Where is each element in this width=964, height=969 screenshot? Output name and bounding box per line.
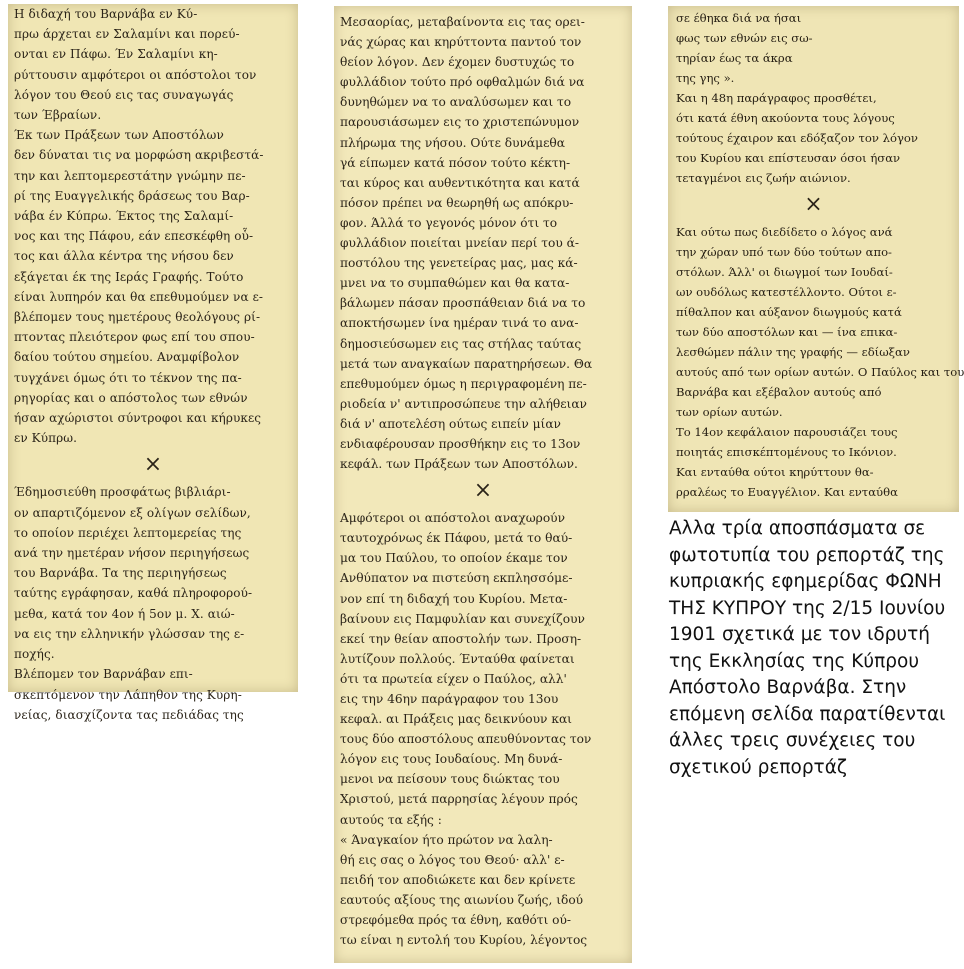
text-line: παρουσιάσωμεν εις το χριστεπώνυμον — [340, 115, 580, 130]
text-line: ότι κατά έθνη ακούοντα τους λόγους — [676, 111, 895, 125]
text-line: ρύττουσιν αμφότεροι οι απόστολοι τον — [14, 67, 257, 82]
text-line: νάβα έν Κύπρω. Έκτος της Σαλαμί- — [14, 209, 234, 224]
text-line: του Βαρνάβα. Τα της περιηγήσεως — [14, 566, 227, 581]
text-line: λόγον του Θεού εις τας συναγωγάς — [14, 87, 234, 102]
text-line: πλήρωμα της νήσου. Ούτε δυνάμεθα — [340, 135, 565, 150]
text-line: Χριστού, μετά παρρησίας λέγουν πρός — [340, 792, 578, 807]
text-line: δημοσιεύσωμεν εις τας στήλας ταύτας — [340, 336, 582, 351]
text-line: ταυτοχρόνως έκ Πάφου, μετά το θαύ- — [340, 531, 573, 546]
text-line: Βαρνάβα και εξέβαλον αυτούς από — [676, 385, 882, 399]
text-line: ποστόλου της γενετείρας μας, μας κά- — [340, 256, 578, 271]
text-line: την χώραν υπό των δύο τούτων απο- — [676, 245, 892, 259]
text-line: εαυτούς αξίους της αιωνίου ζωής, ιδού — [340, 892, 584, 907]
text-line: « Άναγκαίον ήτο πρώτον να λαλη- — [340, 832, 553, 847]
text-line: τεταγμένοι εις ζωήν αιώνιον. — [676, 171, 851, 185]
text-line: αυτούς τα εξής : — [340, 812, 442, 827]
text-line: τηρίαν έως τα άκρα — [676, 51, 793, 65]
text-line: νάς χώρας και κηρύττοντα παντού τον — [340, 35, 582, 50]
text-line: λόγον εις τους Ιουδαίους. Μη δυνά- — [340, 752, 563, 767]
text-line: τυγχάνει όμως ότι το τέκνον της πα- — [14, 370, 242, 385]
text-line: εκεί την θείαν αποστολήν των. Προση- — [340, 631, 582, 646]
text-line: δυνηθώμεν να το αναλύσωμεν και το — [340, 95, 572, 110]
text-line: Και η 48η παράγραφος προσθέτει, — [676, 91, 877, 105]
text-line: δεν δύναται τις να μορφώση ακριβεστά- — [14, 148, 264, 163]
text-line: Έδημοσιεύθη προσφάτως βιβλιάρι- — [14, 485, 231, 500]
clipping-text-block-1 — [340, 12, 626, 474]
text-line: αποκτήσωμεν ίνα ημέραν τινά το ανα- — [340, 316, 579, 331]
text-line: εις την 46ην παράγραφον του 13ου — [340, 692, 559, 706]
text-line: βλέπομεν τους ημετέρους θεολόγους ρί- — [14, 310, 261, 325]
newspaper-clipping-middle — [334, 6, 632, 963]
text-line: τω είναι η εντολή του Κυρίου, λέγοντος — [340, 933, 588, 948]
text-line: νείας, διασχίζοντα τας πεδιάδας της — [14, 707, 244, 722]
text-line: μα του Παύλου, το οποίον έκαμε τον — [340, 551, 568, 566]
text-line: πειδή τον αποδιώκετε και δεν κρίνετε — [340, 872, 576, 887]
text-line: Αμφότεροι οι απόστολοι αναχωρούν — [340, 511, 565, 526]
text-line: των Έβραίων. — [14, 108, 102, 123]
text-line: κεφάλ. των Πράξεων των Αποστόλων. — [340, 457, 578, 472]
text-line: της γης ». — [676, 71, 735, 85]
text-line: Βλέπομεν τον Βαρνάβαν επι- — [14, 667, 193, 682]
text-line: τούτους έχαιρον και εδόξαζον τον λόγον — [676, 131, 918, 145]
text-line: Η διδαχή του Βαρνάβα εν Κύ- — [14, 7, 198, 21]
text-line: τους δύο αποστόλους απευθύνοντας τον — [340, 732, 592, 747]
text-line: γά είπωμεν κατά πόσον τούτο κέκτη- — [340, 155, 571, 170]
text-line: Και ενταύθα ούτοι κηρύττουν θα- — [676, 465, 874, 479]
text-line: ποχής. — [14, 647, 55, 662]
text-line: διά ν' αποτελέση ούτως ειπείν μίαν — [340, 416, 561, 431]
text-line: κεφαλ. αι Πράξεις μας δεικνύουν και — [340, 712, 572, 727]
text-line: μεθα, κατά τον 4ον ή 5ον μ. Χ. αιώ- — [14, 606, 235, 621]
text-line: το οποίον περιέχει λεπτομερείας της — [14, 525, 242, 540]
text-line: ονται εν Πάφω. Έν Σαλαμίνι κη- — [14, 47, 218, 62]
text-line: λεσθώμεν πάλιν της γραφής — εδίωξαν — [676, 345, 910, 359]
text-line: θή εις σας ο λόγος του Θεού· αλλ' ε- — [340, 852, 565, 867]
text-line: σκεπτόμενον την Λάπηθον της Κυρη- — [14, 687, 242, 702]
newspaper-clipping-left — [8, 4, 298, 722]
text-line: την και λεπτομερεστάτην γνώμην πε- — [14, 168, 246, 183]
clipping-text-block-2 — [676, 222, 964, 502]
text-line: ποιητάς επισκέπτομένους το Ικόνιον. — [676, 445, 897, 459]
text-line: φυλλάδιον ποιείται μνείαν περί του ά- — [340, 236, 579, 251]
text-line: ον απαρτιζόμενον εξ ολίγων σελίδων, — [14, 505, 251, 520]
clipping-text-block-2 — [14, 482, 292, 724]
text-line: ανά την ημετέραν νήσον περιηγήσεως — [14, 546, 250, 561]
text-line: πίθαλπον και αύξανον διωγμούς κατά — [676, 305, 902, 319]
text-line: ται κύρος και αυθεντικότητα και κατά — [340, 175, 580, 190]
text-line: των ορίων αυτών. — [676, 405, 783, 419]
text-line: φον. Άλλά το γεγονός μόνον ότι το — [340, 215, 558, 230]
text-line: λυτίζουν πολλούς. Ένταύθα φαίνεται — [340, 651, 575, 666]
text-line: ων ουδόλως κατεστέλλοντο. Ούτοι ε- — [676, 285, 897, 299]
text-line: δαίου τούτου σημείου. Αναμφίβολον — [14, 350, 240, 365]
clipping-text-block-1 — [14, 4, 292, 448]
text-line: εν Κύπρω. — [14, 431, 78, 446]
newspaper-clipping-right — [668, 6, 964, 512]
text-line: ότι τα πρωτεία είχεν ο Παύλος, αλλ' — [340, 671, 567, 686]
text-line: φως των εθνών εις σω- — [676, 31, 813, 45]
text-line: θείον λόγον. Δεν έχομεν δυστυχώς το — [340, 55, 575, 70]
text-line: ταύτης εγράφησαν, καθά πληροφορού- — [14, 586, 253, 601]
text-line: είναι λυπηρόν και θα επεθυμούμεν να ε- — [14, 289, 264, 304]
text-line: πόσον πρέπει να θεωρηθή ως απόκρυ- — [340, 195, 574, 210]
text-line: στρεφόμεθα πρός τα έθνη, καθότι ού- — [340, 913, 572, 928]
text-line: σε έθηκα διά να ήσαι — [676, 11, 802, 25]
text-line: επεθυμούμεν όμως η περιγραφομένη πε- — [340, 376, 587, 391]
text-line: φυλλάδιον τούτο πρό οφθαλμών διά να — [340, 75, 585, 90]
text-line: τος και άλλα κέντρα της νήσου δεν — [14, 249, 234, 264]
section-separator: × — [804, 192, 823, 217]
text-line: Το 14ον κεφάλαιον παρουσιάζει τους — [676, 425, 898, 439]
text-line: Μεσαορίας, μεταβαίνοντα εις τας ορει- — [340, 15, 585, 29]
text-line: Ανθύπατον να πιστεύση εκπλησσόμε- — [340, 571, 573, 586]
text-line: ριοδεία ν' αντιπροσώπευε την αλήθειαν — [340, 396, 587, 411]
text-line: μενοι να πείσουν τους διώκτας του — [340, 772, 560, 787]
text-line: των δύο αποστόλων και — ίνα επικα- — [676, 325, 898, 339]
section-separator: × — [473, 478, 493, 504]
clipping-text-block-1 — [676, 8, 951, 188]
text-line: βάλωμεν πάσαν προσπάθειαν διά να το — [340, 296, 586, 311]
text-line: εξάγεται έκ της Ιεράς Γραφής. Τούτο — [14, 269, 244, 284]
text-line: Και ούτω πως διεδίδετο ο λόγος ανά — [676, 225, 893, 239]
section-separator: × — [143, 452, 163, 478]
text-line: πτοντας πλειότερον φως επί του σπου- — [14, 330, 255, 345]
text-line: του Κυρίου και επίστευσαν όσοι ήσαν — [676, 151, 901, 165]
text-line: ήσαν αχώριστοι σύντροφοι και κήρυκες — [14, 411, 262, 426]
text-line: ρηγορίας και ο απόστολος των εθνών — [14, 390, 248, 405]
text-line: μετά των αναγκαίων παρατηρήσεων. Θα — [340, 356, 593, 371]
text-line: στόλων. Άλλ' οι διωγμοί των Ιουδαί- — [676, 265, 893, 279]
text-line: Έκ των Πράξεων των Αποστόλων — [14, 128, 224, 143]
photo-caption: Αλλα τρία αποσπάσματα σε φωτοτυπία του ρεπορτάζ της κυπριακής εφημερίδας ΦΩΝΗ ΤΗΣ ΚΥΠΡΟΥ της 2/15 Ιουνίου 1901 σχετικά με τον ιδρυτή της Εκκλησίας της Κύπρου Απόστολο Βαρνάβα. Στην επόμενη σελίδα παρατίθενται άλλες τρεις συνέχειες του σχετικού ρεπορτάζ — [669, 518, 946, 778]
clipping-text-block-2 — [340, 508, 626, 950]
text-line: ενδιαφέρουσαν προσθήκην εις το 13ον — [340, 436, 581, 451]
text-line: βαίνουν εις Παμφυλίαν και συνεχίζουν — [340, 611, 585, 626]
text-line: νον επί τη διδαχή του Κυρίου. Μετα- — [340, 591, 568, 606]
text-line: νος και της Πάφου, εάν επεσκέφθη οὗ- — [14, 229, 254, 244]
text-line: ρραλέως το Ευαγγέλιον. Και ενταύθα — [676, 485, 898, 499]
text-line: ρί της Ευαγγελικής δράσεως του Βαρ- — [14, 188, 250, 203]
text-line: να εις την ελληνικήν γλώσσαν της ε- — [14, 626, 245, 641]
text-line: πρω άρχεται εν Σαλαμίνι και πορεύ- — [14, 27, 240, 42]
text-line: μνει να το συμπαθώμεν και θα κατα- — [340, 276, 570, 291]
text-line: αυτούς από των ορίων αυτών. Ο Παύλος και του — [676, 365, 964, 379]
